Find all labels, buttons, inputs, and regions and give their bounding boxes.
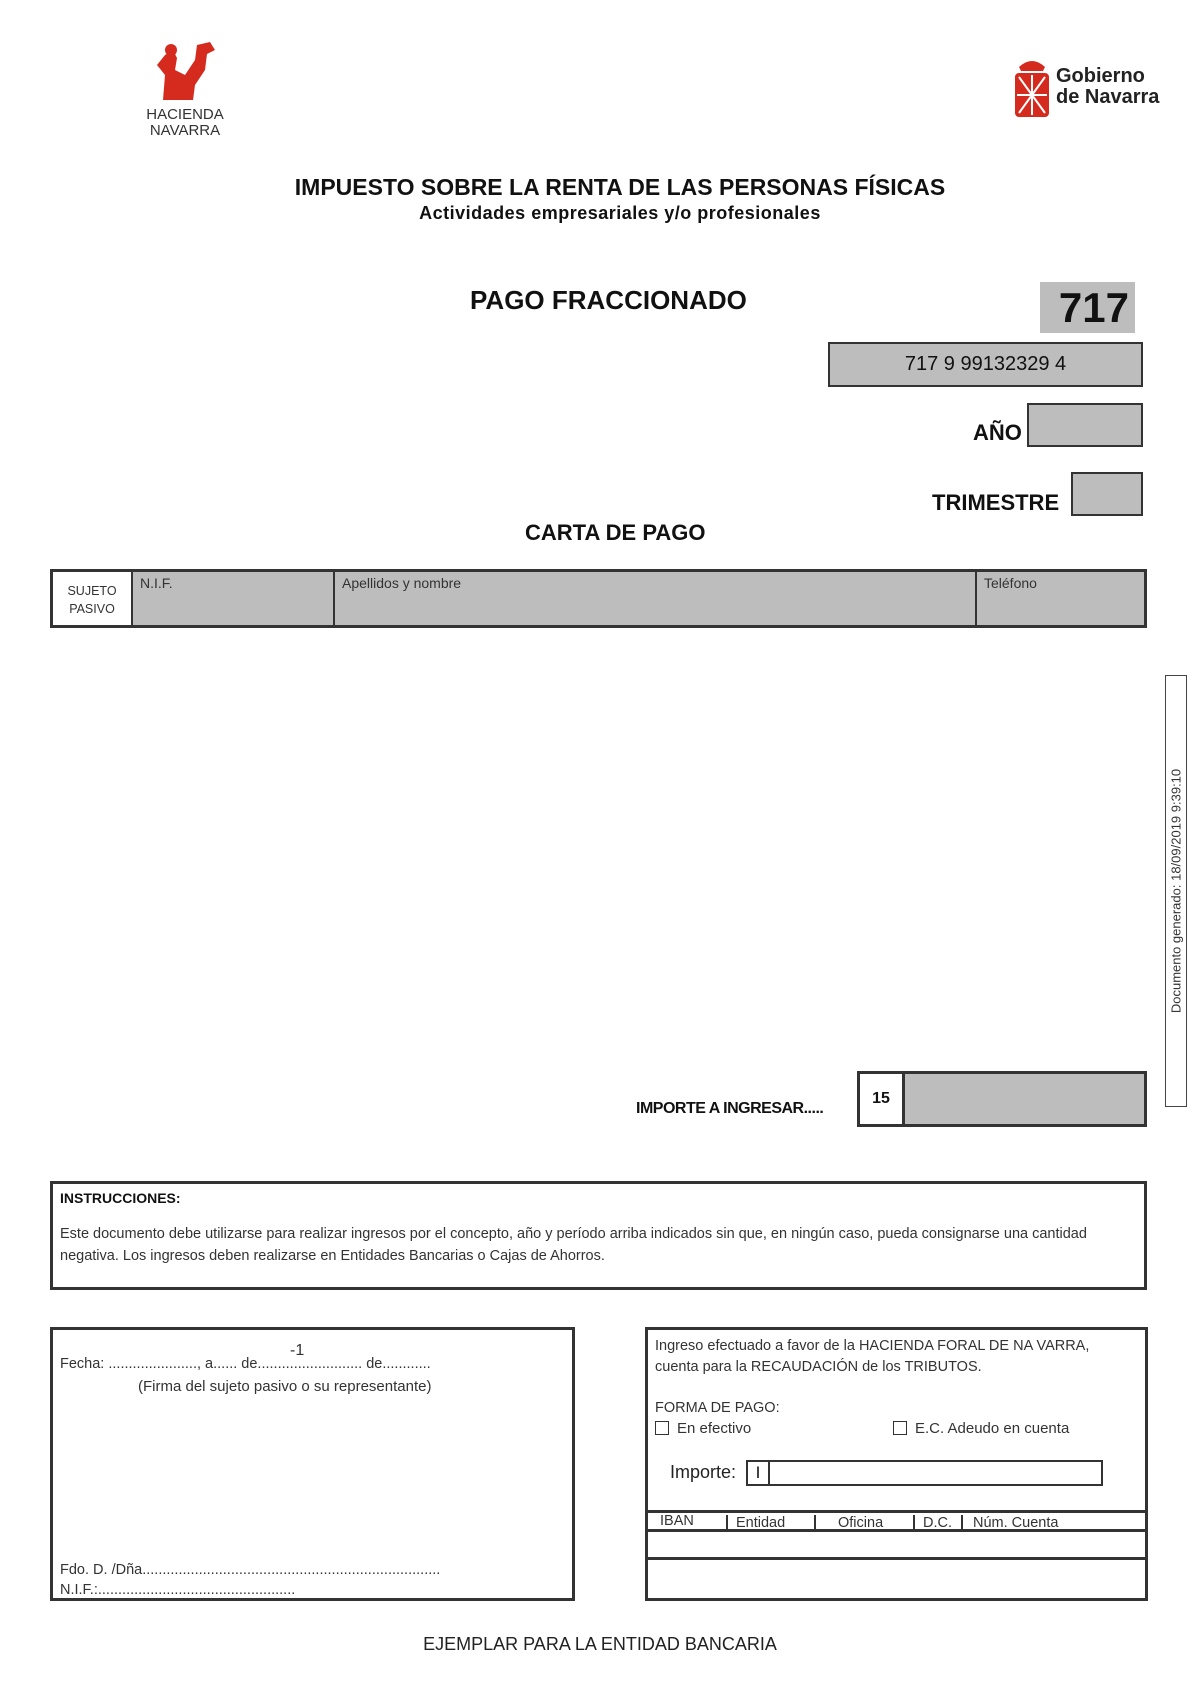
navarra-coat-of-arms-icon — [1013, 55, 1051, 119]
account-number-field[interactable] — [648, 1532, 1145, 1560]
document-code: 717 9 99132329 4 — [828, 342, 1143, 387]
bank-amount-label: Importe: — [670, 1462, 737, 1482]
date-line[interactable]: Fecha: ......................, a...... de.......................... de............ — [60, 1356, 431, 1372]
bank-box — [645, 1327, 1148, 1601]
copy-label: EJEMPLAR PARA LA ENTIDAD BANCARIA — [423, 1634, 777, 1654]
instructions-text: Este documento debe utilizarse para realizar ingresos por el concepto, año y período arriba indicados sin que, en ningún caso, pueda consignarse una cantidad negativa. Los ingresos deben realizarse en Entidades Bancarias o Cajas de Ahorros. — [60, 1226, 1087, 1264]
bank-text2: cuenta para la RECAUDACIÓN de los TRIBUTOS. — [655, 1359, 982, 1375]
hacienda-line1: HACIENDA — [146, 106, 224, 123]
quarter-label: TRIMESTRE — [932, 490, 1060, 515]
year-label: AÑO — [973, 420, 1022, 445]
name-label: Apellidos y nombre — [342, 575, 462, 591]
bank-text1: Ingreso efectuado a favor de la HACIENDA FORAL DE NA VARRA, — [655, 1338, 1090, 1354]
hacienda-navarra-logo — [135, 40, 235, 139]
option-debit-label: E.C. Adeudo en cuenta — [915, 1420, 1070, 1437]
bank-amount-field[interactable] — [746, 1460, 1103, 1486]
instructions-box — [50, 1181, 1147, 1290]
account-header — [648, 1510, 1145, 1532]
hacienda-line2: NAVARRA — [149, 122, 221, 139]
payment-method-label: FORMA DE PAGO: — [655, 1400, 780, 1416]
generated-stamp-text: Documento generado: 18/09/2019 9:39:10 — [1168, 768, 1184, 1014]
debit-checkbox[interactable] — [893, 1421, 907, 1435]
taxpayer-label2: PASIVO — [69, 602, 115, 616]
col-dc: D.C. — [913, 1515, 952, 1531]
year-field[interactable] — [1027, 403, 1143, 447]
phone-label: Teléfono — [984, 575, 1037, 591]
name-field[interactable] — [333, 572, 975, 625]
gobierno-line2: de Navarra — [1056, 86, 1160, 108]
cash-checkbox[interactable] — [655, 1421, 669, 1435]
form-name: PAGO FRACCIONADO — [470, 285, 747, 315]
bank-amount-prefix: I — [748, 1462, 770, 1484]
signed-nif-line[interactable]: N.I.F.:................................................. — [60, 1582, 296, 1598]
signed-name-line[interactable]: Fdo. D. /Dña.......................................................................... — [60, 1562, 441, 1578]
option-cash-label: En efectivo — [677, 1420, 752, 1437]
col-oficina: Oficina — [814, 1515, 883, 1531]
instructions-title: INSTRUCCIONES: — [60, 1190, 181, 1206]
col-iban: IBAN — [660, 1513, 694, 1529]
gobierno-navarra-logo — [1013, 55, 1159, 119]
model-number: 717 — [1040, 282, 1135, 333]
hacienda-emblem-icon — [135, 40, 235, 102]
amount-box — [857, 1071, 1147, 1127]
document-subtitle: Actividades empresariales y/o profesionales — [419, 203, 821, 223]
nif-field[interactable] — [131, 572, 333, 625]
col-entidad: Entidad — [726, 1515, 785, 1531]
signature-caption: (Firma del sujeto pasivo o su representante) — [138, 1378, 432, 1395]
phone-field[interactable] — [975, 572, 1144, 625]
amount-label: IMPORTE A INGRESAR..... — [636, 1100, 824, 1117]
option-direct-debit[interactable] — [893, 1420, 1069, 1437]
document-title: IMPUESTO SOBRE LA RENTA DE LAS PERSONAS FÍSICAS — [294, 174, 946, 200]
option-cash[interactable] — [655, 1420, 751, 1437]
amount-box-number: 15 — [872, 1090, 890, 1107]
section-title: CARTA DE PAGO — [525, 520, 706, 545]
gobierno-line1: Gobierno — [1056, 65, 1145, 87]
nif-label: N.I.F. — [140, 575, 173, 591]
generated-stamp — [1165, 675, 1187, 1107]
taxpayer-label1: SUJETO — [67, 584, 117, 598]
amount-field[interactable] — [902, 1074, 1144, 1124]
quarter-field[interactable] — [1071, 472, 1143, 516]
col-account: Núm. Cuenta — [961, 1515, 1058, 1531]
signature-box — [50, 1327, 575, 1601]
date-superscript: -1 — [290, 1342, 305, 1359]
taxpayer-table — [50, 569, 1147, 628]
